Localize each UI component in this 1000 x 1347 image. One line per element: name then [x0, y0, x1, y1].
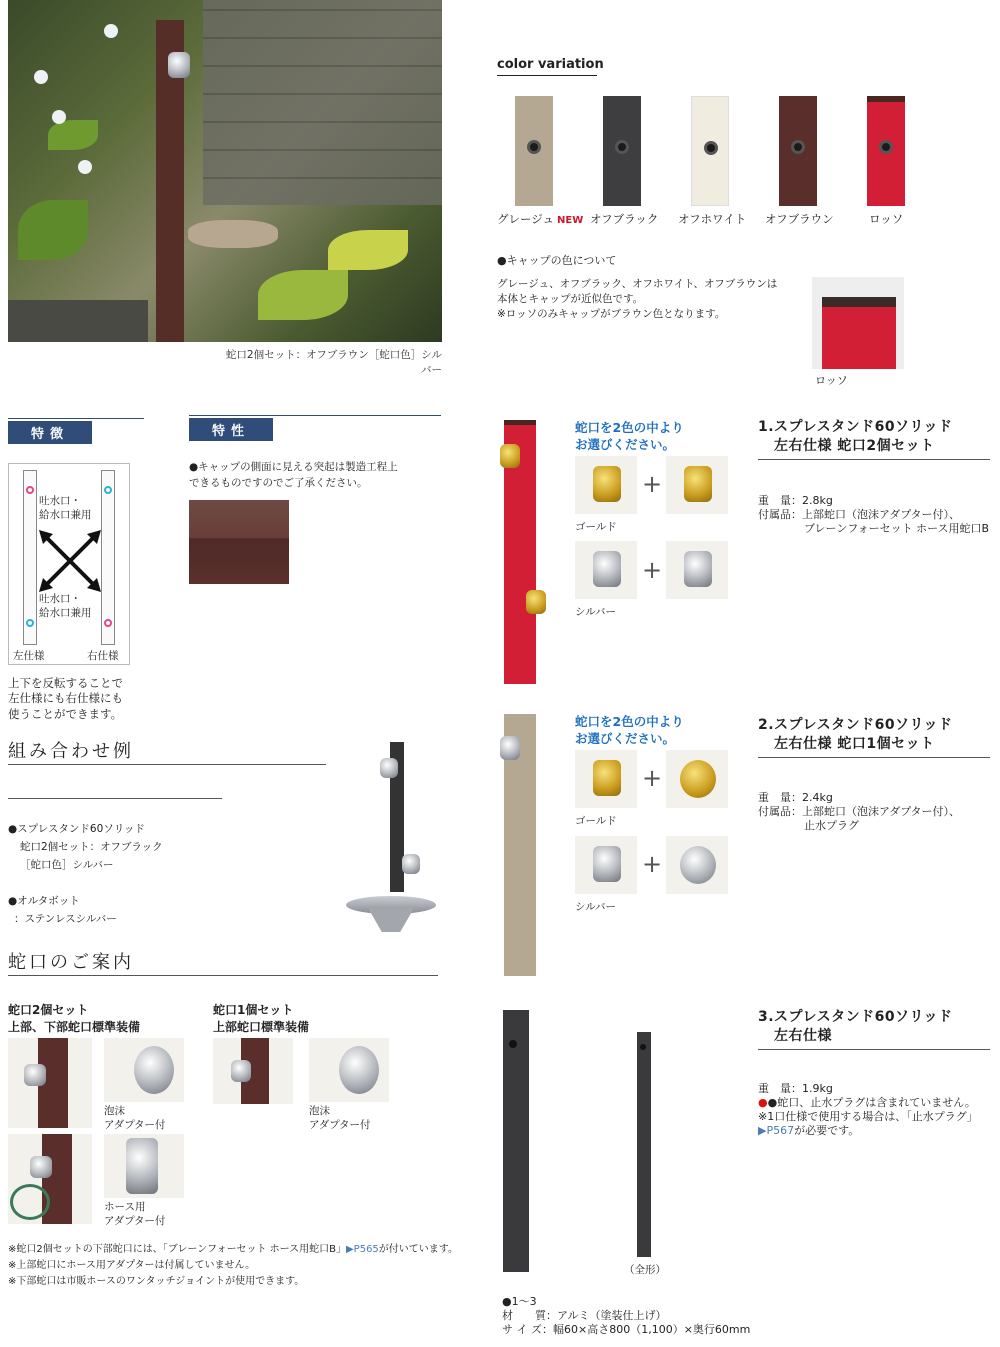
foam-label-2: アダプター付 — [104, 1119, 166, 1131]
faucet-note-1: ※蛇口2個セットの下部蛇口には、「ブレーンフォーセット ホース用蛇口B」▶P565が付いています。 — [8, 1244, 458, 1255]
foam-label-1: 泡沫 — [104, 1105, 125, 1117]
port-label-top-1: 吐水口・ — [39, 495, 81, 507]
cap-sample-label: ロッソ — [815, 374, 848, 387]
foam-adapter-image — [104, 1038, 184, 1102]
combo-title: 組み合わせ例 — [8, 741, 134, 762]
color-label-rosso: ロッソ — [869, 212, 904, 226]
spec-range: ●1〜3 — [502, 1295, 537, 1308]
set1-title-2: 上部蛇口標準装備 — [213, 1020, 310, 1034]
p1-choose-2: お選びください。 — [575, 437, 676, 452]
color-label-off-brown: オフブラウン — [765, 212, 834, 226]
page-ref-565[interactable]: ▶P565 — [345, 1244, 379, 1255]
swatch-rosso — [867, 96, 905, 206]
p2-gold-label: ゴールド — [575, 815, 617, 827]
set1-title-1: 蛇口1個セット — [213, 1003, 294, 1017]
p1-acc-1: 付属品：上部蛇口（泡沫アダプター付）、 — [758, 508, 960, 521]
product1-post-image — [500, 420, 540, 684]
left-spec-label: 左仕様 — [13, 650, 45, 662]
color-label-greige: グレージュ NEW — [497, 212, 584, 226]
features-note-3: 使うことができます。 — [8, 707, 123, 721]
hero-caption: 蛇口2個セット：オフブラウン［蛇口色］シルバー — [225, 349, 442, 376]
product3-post-image — [503, 1010, 529, 1272]
p1-acc-2: ブレーンフォーセット ホース用蛇口B — [804, 522, 990, 535]
p1-choose-1: 蛇口を2色の中より — [575, 420, 684, 435]
p2-gold-faucet-image — [575, 750, 637, 808]
p2-silver-label: シルバー — [575, 901, 617, 913]
product2-post-image — [500, 714, 540, 976]
p2-title-2: 左右仕様 蛇口1個セット — [774, 736, 935, 752]
p3-title-1: 3.スプレスタンド60ソリッド — [758, 1009, 953, 1025]
p1-weight: 重 量：2.8kg — [758, 494, 833, 507]
combo-image — [340, 742, 440, 942]
p3-note-2: ※1口仕様で使用する場合は、「止水プラグ」 — [758, 1110, 978, 1123]
combo-item1-2: 蛇口2個セット：オフブラック — [20, 841, 163, 853]
cap-sample-image — [812, 277, 904, 369]
faucet-guide-title: 蛇口のご案内 — [8, 952, 134, 973]
properties-tab: 特性 — [189, 418, 273, 441]
page-ref-567[interactable]: ▶P567 — [758, 1124, 795, 1137]
set2-upper-image — [8, 1038, 92, 1128]
p2-gold-plug-image — [666, 750, 728, 808]
p1-title-1: 1.スプレスタンド60ソリッド — [758, 419, 953, 435]
p1-gold-label: ゴールド — [575, 521, 617, 533]
p2-silver-faucet-image — [575, 836, 637, 894]
swatch-off-white — [691, 96, 729, 206]
hero-faucet — [168, 52, 190, 78]
port-label-bot-1: 吐水口・ — [39, 593, 81, 605]
features-note-1: 上下を反転することで — [8, 676, 123, 690]
p1-gold-lower-image — [666, 456, 728, 514]
p3-title-2: 左右仕様 — [774, 1028, 832, 1044]
combo-item1-3: ［蛇口色］シルバー — [20, 859, 114, 871]
hose-adapter-image — [104, 1134, 184, 1198]
p3-full-label: （全形） — [624, 1264, 666, 1276]
hero-photo — [8, 0, 442, 342]
hose-label-1: ホース用 — [104, 1201, 146, 1213]
p2-acc-2: 止水プラグ — [804, 819, 859, 832]
p2-silver-plug-image — [666, 836, 728, 894]
color-variation-title: color variation — [497, 57, 604, 72]
swatch-off-brown — [779, 96, 817, 206]
color-variation-rule — [497, 75, 597, 76]
p1-silver-label: シルバー — [575, 606, 617, 618]
cap-text-3: ※ロッソのみキャップがブラウン色となります。 — [497, 308, 726, 320]
combo-item1-1: ●スプレスタンド60ソリッド — [8, 823, 145, 835]
set2-title-1: 蛇口2個セット — [8, 1003, 89, 1017]
cap-closeup-image — [189, 500, 289, 584]
p2-title-1: 2.スプレスタンド60ソリッド — [758, 717, 953, 733]
cap-text-2: 本体とキャップが近似色です。 — [497, 293, 644, 305]
features-tab: 特徴 — [8, 421, 92, 444]
p1-silver-lower-image — [666, 541, 728, 599]
set2-lower-image — [8, 1134, 92, 1224]
port-label-bot-2: 給水口兼用 — [39, 607, 92, 619]
p3-note-3: ▶P567が必要です。 — [758, 1124, 860, 1137]
color-label-off-black: オフブラック — [590, 212, 659, 226]
hose-label-2: アダプター付 — [104, 1215, 166, 1227]
p1-plus-gold: + — [642, 470, 663, 498]
set1-foam-adapter-image — [309, 1038, 389, 1102]
p3-note-1: ●●蛇口、止水プラグは含まれていません。 — [758, 1096, 976, 1109]
p3-weight: 重 量：1.9kg — [758, 1082, 833, 1095]
p2-choose-2: お選びください。 — [575, 731, 676, 746]
p1-gold-upper-image — [575, 456, 637, 514]
new-badge: NEW — [557, 215, 584, 226]
set2-title-2: 上部、下部蛇口標準装備 — [8, 1020, 141, 1034]
right-spec-label: 右仕様 — [87, 650, 119, 662]
p2-choose-1: 蛇口を2色の中より — [575, 714, 684, 729]
p2-weight: 重 量：2.4kg — [758, 791, 833, 804]
properties-text-2: できるものですのでご了承ください。 — [189, 477, 368, 489]
p1-plus-silver: + — [642, 556, 663, 584]
combo-item2-2: ：ステンレスシルバー — [14, 913, 117, 925]
p2-plus-gold: + — [642, 764, 663, 792]
port-label-top-2: 給水口兼用 — [39, 509, 92, 521]
features-note-2: 左仕様にも右仕様にも — [8, 691, 123, 705]
faucet-note-2: ※上部蛇口にホース用アダプターは付属していません。 — [8, 1260, 256, 1271]
cap-text-1: グレージュ、オフブラック、オフホワイト、オフブラウンは — [497, 278, 778, 290]
p2-plus-silver: + — [642, 850, 663, 878]
product3-full-image — [637, 1032, 651, 1257]
foam-b-label-2: アダプター付 — [309, 1119, 371, 1131]
color-label-off-white: オフホワイト — [678, 212, 747, 226]
cap-heading: ●キャップの色について — [497, 254, 617, 267]
swatch-greige — [515, 96, 553, 206]
set1-upper-image — [213, 1038, 293, 1104]
spec-size: サ イ ズ：幅60×高さ800（1,100）×奥行60mm — [502, 1323, 751, 1336]
features-diagram — [8, 463, 130, 665]
swap-arrows-icon — [39, 530, 101, 592]
p2-acc-1: 付属品：上部蛇口（泡沫アダプター付）、 — [758, 805, 960, 818]
foam-b-label-1: 泡沫 — [309, 1105, 330, 1117]
swatch-off-black — [603, 96, 641, 206]
properties-text-1: ●キャップの側面に見える突起は製造工程上 — [189, 461, 398, 473]
p1-silver-upper-image — [575, 541, 637, 599]
faucet-note-3: ※下部蛇口は市販ホースのワンタッチジョイントが使用できます。 — [8, 1276, 305, 1287]
combo-item2-1: ●オルタボット — [8, 895, 80, 907]
spec-material: 材 質：アルミ（塗装仕上げ） — [502, 1309, 667, 1322]
p1-title-2: 左右仕様 蛇口2個セット — [774, 438, 935, 454]
